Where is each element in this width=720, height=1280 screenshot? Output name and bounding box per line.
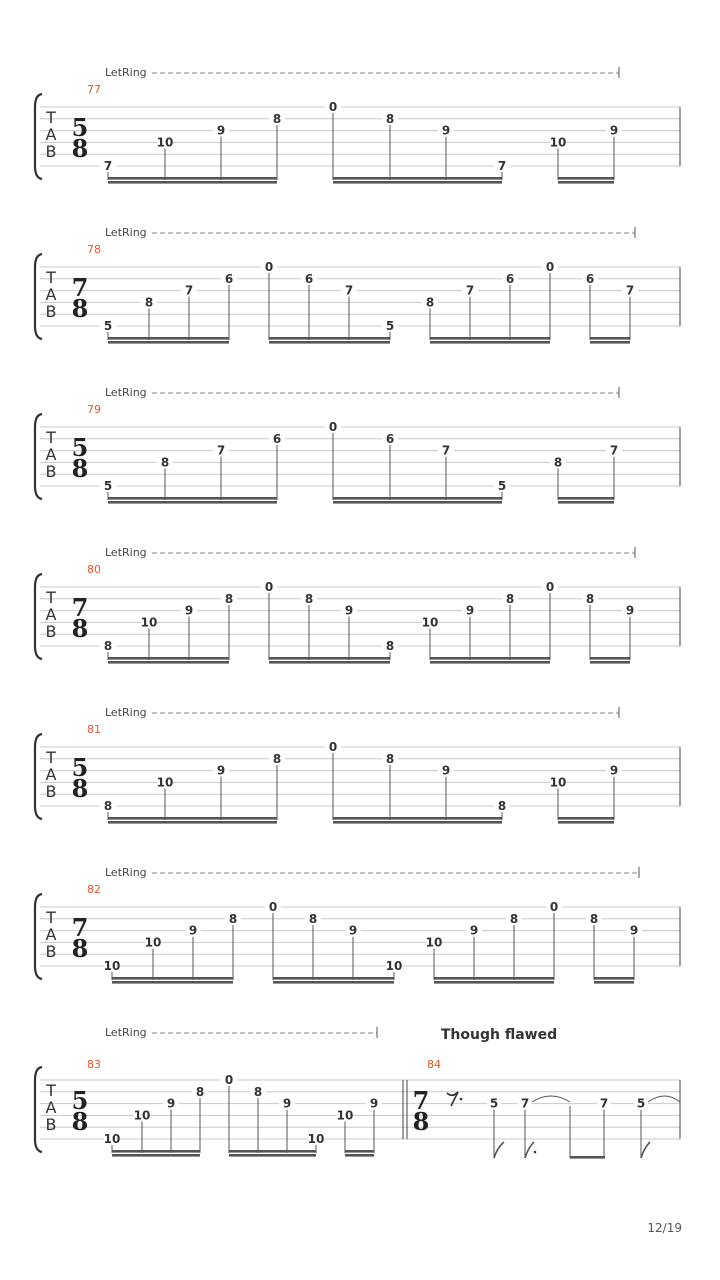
fret-number: 0 bbox=[549, 900, 559, 914]
fret-number: 6 bbox=[385, 431, 395, 446]
fret-number: 0 bbox=[545, 580, 555, 594]
measure-number: 78 bbox=[87, 243, 101, 256]
tab-clef-letter: T bbox=[46, 268, 56, 287]
fret-number: 0 bbox=[328, 100, 338, 114]
measure-number: 80 bbox=[87, 563, 101, 576]
beam-secondary bbox=[108, 341, 229, 344]
tab-system bbox=[35, 866, 680, 984]
beam-secondary bbox=[558, 501, 614, 504]
beam-secondary bbox=[108, 661, 229, 664]
tab-clef-letter: B bbox=[45, 782, 57, 801]
fret-number: 8 bbox=[103, 639, 113, 653]
fret-number: 8 bbox=[553, 455, 563, 470]
time-signature-top: 7 bbox=[71, 273, 89, 302]
fret-number: 9 bbox=[441, 123, 451, 138]
beam-secondary bbox=[590, 661, 630, 664]
tab-clef-letter: A bbox=[45, 605, 57, 624]
fret-number: 8 bbox=[385, 111, 395, 126]
tab-system bbox=[35, 386, 680, 504]
fret-number: 9 bbox=[465, 603, 475, 618]
time-signature-bottom: 8 bbox=[71, 134, 89, 163]
fret-number: 10 bbox=[103, 1132, 121, 1146]
beam-secondary bbox=[273, 981, 394, 984]
tab-system bbox=[35, 706, 680, 824]
beam-primary bbox=[590, 337, 630, 340]
beam-primary bbox=[269, 337, 390, 340]
beam-primary bbox=[333, 497, 502, 500]
fret-number: 7 bbox=[497, 159, 507, 173]
fret-number: 7 bbox=[184, 283, 194, 298]
fret-number: 7 bbox=[344, 283, 354, 298]
fret-number: 8 bbox=[272, 751, 282, 766]
time-signature-top: 5 bbox=[71, 753, 89, 782]
fret-number: 0 bbox=[268, 900, 278, 914]
beam-secondary bbox=[345, 1154, 374, 1157]
time-signature-top: 5 bbox=[71, 1086, 89, 1115]
fret-number: 0 bbox=[264, 260, 274, 274]
beam-primary bbox=[108, 657, 229, 660]
rest-dot bbox=[460, 1098, 463, 1101]
tie-arc bbox=[532, 1096, 570, 1102]
fret-number: 10 bbox=[156, 775, 174, 790]
tab-clef-letter: T bbox=[46, 428, 56, 447]
beam-primary bbox=[229, 1150, 316, 1153]
time-signature-top: 7 bbox=[71, 593, 89, 622]
beam-secondary bbox=[434, 981, 554, 984]
measure-number: 82 bbox=[87, 883, 101, 896]
beam-secondary bbox=[108, 181, 277, 184]
time-signature-bottom: 8 bbox=[71, 454, 89, 483]
note-flag bbox=[525, 1142, 534, 1158]
fret-number: 7 bbox=[599, 1096, 609, 1111]
beam-secondary bbox=[112, 1154, 200, 1157]
fret-number: 8 bbox=[497, 799, 507, 813]
fret-number: 9 bbox=[629, 923, 639, 938]
fret-number: 9 bbox=[609, 763, 619, 778]
fret-number: 8 bbox=[195, 1084, 205, 1099]
measure-number: 79 bbox=[87, 403, 101, 416]
beam-primary bbox=[112, 977, 233, 980]
let-ring-label: LetRing bbox=[105, 226, 147, 239]
fret-number: 9 bbox=[282, 1096, 292, 1111]
tab-clef-letter: B bbox=[45, 462, 57, 481]
time-signature-bottom: 8 bbox=[71, 294, 89, 323]
fret-number: 9 bbox=[441, 763, 451, 778]
note-dot bbox=[534, 1151, 537, 1154]
fret-number: 8 bbox=[304, 591, 314, 606]
tab-clef-letter: T bbox=[46, 108, 56, 127]
beam-primary bbox=[108, 337, 229, 340]
fret-number: 6 bbox=[505, 271, 515, 286]
time-signature-top: 7 bbox=[71, 913, 89, 942]
beam-secondary bbox=[229, 1154, 316, 1157]
fret-number: 10 bbox=[549, 135, 567, 150]
beam-secondary bbox=[269, 341, 390, 344]
beam-primary bbox=[558, 817, 614, 820]
fret-number: 8 bbox=[589, 911, 599, 926]
tab-clef-letter: T bbox=[46, 588, 56, 607]
tab-clef-letter: A bbox=[45, 925, 57, 944]
beam-primary bbox=[345, 1150, 374, 1153]
fret-number: 10 bbox=[336, 1108, 354, 1123]
note-flag bbox=[641, 1142, 650, 1158]
fret-number: 6 bbox=[272, 431, 282, 446]
tab-clef-letter: B bbox=[45, 1115, 57, 1134]
fret-number: 7 bbox=[441, 443, 451, 458]
fret-number: 7 bbox=[103, 159, 113, 173]
beam-primary bbox=[590, 657, 630, 660]
fret-number: 10 bbox=[307, 1132, 325, 1146]
time-signature-bottom: 8 bbox=[71, 614, 89, 643]
fret-number: 10 bbox=[385, 959, 403, 973]
fret-number: 9 bbox=[216, 123, 226, 138]
beam-primary bbox=[108, 497, 277, 500]
beam-primary bbox=[558, 497, 614, 500]
fret-number: 9 bbox=[348, 923, 358, 938]
time-signature-top: 5 bbox=[71, 433, 89, 462]
tab-system bbox=[35, 226, 680, 344]
tab-clef-letter: A bbox=[45, 125, 57, 144]
tab-clef-letter: A bbox=[45, 765, 57, 784]
tab-clef-letter: T bbox=[46, 908, 56, 927]
fret-number: 8 bbox=[144, 295, 154, 310]
beam-primary bbox=[273, 977, 394, 980]
measure-number: 77 bbox=[87, 83, 101, 96]
fret-number: 8 bbox=[272, 111, 282, 126]
fret-number: 7 bbox=[216, 443, 226, 458]
fret-number: 0 bbox=[224, 1073, 234, 1087]
fret-number: 8 bbox=[385, 751, 395, 766]
fret-number: 8 bbox=[585, 591, 595, 606]
fret-number: 8 bbox=[505, 591, 515, 606]
beam-secondary bbox=[269, 661, 390, 664]
beam-secondary bbox=[430, 661, 550, 664]
time-signature-top: 5 bbox=[71, 113, 89, 142]
fret-number: 10 bbox=[140, 615, 158, 630]
beam-secondary bbox=[108, 501, 277, 504]
fret-number: 9 bbox=[369, 1096, 379, 1111]
fret-number: 6 bbox=[304, 271, 314, 286]
fret-number: 8 bbox=[224, 591, 234, 606]
tie-arc bbox=[648, 1096, 680, 1102]
time-signature-top: 7 bbox=[412, 1086, 430, 1115]
tab-clef-letter: A bbox=[45, 445, 57, 464]
fret-number: 7 bbox=[465, 283, 475, 298]
lyric-text: Though flawed bbox=[440, 1027, 558, 1043]
tab-clef-letter: A bbox=[45, 1098, 57, 1117]
beam-primary bbox=[112, 1150, 200, 1153]
beam-secondary bbox=[430, 341, 550, 344]
fret-number: 0 bbox=[545, 260, 555, 274]
beam-secondary bbox=[594, 981, 634, 984]
fret-number: 9 bbox=[625, 603, 635, 618]
beam-primary bbox=[108, 177, 277, 180]
let-ring-label: LetRing bbox=[105, 866, 147, 879]
fret-number: 8 bbox=[160, 455, 170, 470]
fret-number: 10 bbox=[425, 935, 443, 950]
fret-number: 8 bbox=[385, 639, 395, 653]
fret-number: 7 bbox=[520, 1096, 530, 1111]
fret-number: 5 bbox=[385, 319, 395, 333]
fret-number: 5 bbox=[497, 479, 507, 493]
fret-number: 8 bbox=[308, 911, 318, 926]
beam-secondary bbox=[558, 821, 614, 824]
fret-number: 10 bbox=[133, 1108, 151, 1123]
fret-number: 7 bbox=[609, 443, 619, 458]
let-ring-label: LetRing bbox=[105, 706, 147, 719]
tab-system bbox=[35, 66, 680, 184]
tab-clef-letter: B bbox=[45, 302, 57, 321]
fret-number: 10 bbox=[103, 959, 121, 973]
beam-primary bbox=[333, 817, 502, 820]
beam-secondary bbox=[333, 501, 502, 504]
fret-number: 10 bbox=[549, 775, 567, 790]
tab-system-last bbox=[35, 1026, 680, 1159]
fret-number: 9 bbox=[216, 763, 226, 778]
time-signature-bottom: 8 bbox=[71, 934, 89, 963]
fret-number: 8 bbox=[425, 295, 435, 310]
fret-number: 6 bbox=[224, 271, 234, 286]
beam-secondary bbox=[333, 181, 502, 184]
let-ring-label: LetRing bbox=[105, 1026, 147, 1039]
fret-number: 9 bbox=[609, 123, 619, 138]
fret-number: 5 bbox=[489, 1096, 499, 1111]
tab-system bbox=[35, 546, 680, 664]
tab-clef-letter: B bbox=[45, 622, 57, 641]
beam-primary bbox=[430, 337, 550, 340]
fret-number: 6 bbox=[585, 271, 595, 286]
time-signature-bottom: 8 bbox=[71, 1107, 89, 1136]
beam-primary bbox=[434, 977, 554, 980]
tab-clef-letter: T bbox=[46, 748, 56, 767]
fret-number: 9 bbox=[344, 603, 354, 618]
measure-number: 81 bbox=[87, 723, 101, 736]
beam-primary bbox=[430, 657, 550, 660]
beam-secondary bbox=[333, 821, 502, 824]
fret-number: 7 bbox=[625, 283, 635, 298]
note-flag bbox=[494, 1142, 504, 1158]
let-ring-label: LetRing bbox=[105, 546, 147, 559]
fret-number: 8 bbox=[103, 799, 113, 813]
fret-number: 9 bbox=[188, 923, 198, 938]
fret-number: 9 bbox=[469, 923, 479, 938]
beam-secondary bbox=[108, 821, 277, 824]
fret-number: 10 bbox=[156, 135, 174, 150]
beam-primary bbox=[108, 817, 277, 820]
beam-primary bbox=[594, 977, 634, 980]
let-ring-label: LetRing bbox=[105, 66, 147, 79]
beam-primary bbox=[558, 177, 614, 180]
fret-number: 0 bbox=[328, 420, 338, 434]
fret-number: 8 bbox=[228, 911, 238, 926]
time-signature-bottom: 8 bbox=[412, 1107, 430, 1136]
measure-number: 83 bbox=[87, 1058, 101, 1071]
tab-clef-letter: B bbox=[45, 942, 57, 961]
fret-number: 10 bbox=[421, 615, 439, 630]
fret-number: 0 bbox=[264, 580, 274, 594]
fret-number: 0 bbox=[328, 740, 338, 754]
beam-secondary bbox=[590, 341, 630, 344]
tab-clef-letter: B bbox=[45, 142, 57, 161]
measure-number: 84 bbox=[427, 1058, 441, 1071]
fret-number: 8 bbox=[509, 911, 519, 926]
let-ring-label: LetRing bbox=[105, 386, 147, 399]
fret-number: 8 bbox=[253, 1084, 263, 1099]
fret-number: 9 bbox=[184, 603, 194, 618]
beam-primary bbox=[570, 1156, 605, 1159]
fret-number: 5 bbox=[636, 1096, 646, 1111]
fret-number: 5 bbox=[103, 479, 113, 493]
fret-number: 5 bbox=[103, 319, 113, 333]
time-signature-bottom: 8 bbox=[71, 774, 89, 803]
tab-clef-letter: A bbox=[45, 285, 57, 304]
beam-primary bbox=[333, 177, 502, 180]
tab-clef-letter: T bbox=[46, 1081, 56, 1100]
beam-secondary bbox=[558, 181, 614, 184]
beam-primary bbox=[269, 657, 390, 660]
fret-number: 10 bbox=[144, 935, 162, 950]
page-number: 12/19 bbox=[647, 1221, 682, 1235]
beam-secondary bbox=[112, 981, 233, 984]
fret-number: 9 bbox=[166, 1096, 176, 1111]
